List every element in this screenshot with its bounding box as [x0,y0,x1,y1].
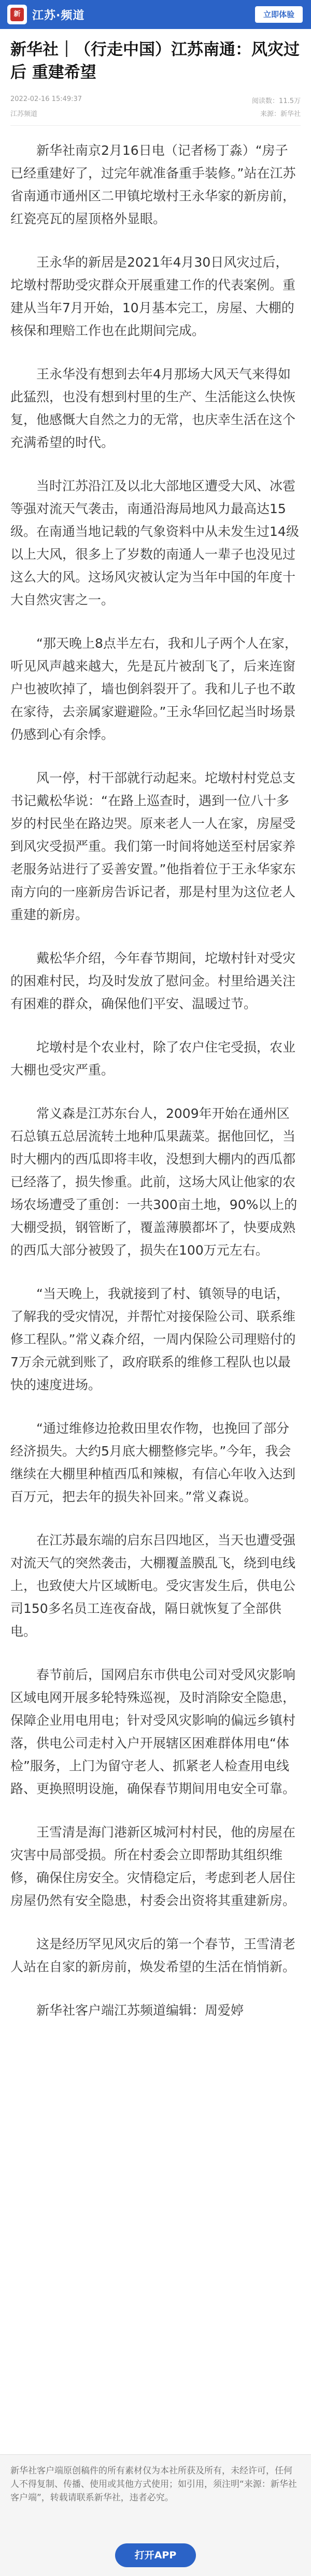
view-count: 阅读数：11.5万 [252,97,301,105]
article-paragraph: 常义森是江苏东台人，2009年开始在通州区石总镇五总居流转土地种瓜果蔬菜。据他回忆，当时大棚内的西瓜即将丰收，没想到大棚内的西瓜都已经落了，损失惨重。此前，这场大风让他家的农场农场遭受了重创：一共300亩土地，90%以上的大棚受损，钢管断了，覆盖薄膜都坏了，快要成熟的西瓜大部分被毁了，损失在100万元左右。 [10,1106,298,1258]
article-paragraph: 王永华没有想到去年4月那场大风天气来得如此猛烈，也没有想到村里的生产、生活能这么快恢复，他感慨大自然之力的无常，也庆幸生活在这个充满希望的时代。 [10,367,296,450]
footer [0,2454,311,2576]
article-paragraph: 新华社客户端江苏频道编辑：周爱婷 [36,2003,244,2018]
article-meta-row [10,95,301,105]
article-meta-row [10,108,301,118]
paragraph-list [10,139,301,2022]
article-paragraph: 新华社南京2月16日电（记者杨丁淼）“房子已经重建好了，过完年就准备重手装修。”站在江苏省南通市通州区二甲镇坨墩村王永华家的新房前，红瓷亮瓦的屋顶格外显眼。 [10,143,296,226]
xinhua-logo-icon: 新 [10,8,24,21]
article-paragraph: 坨墩村是个农业村，除了农户住宅受损，农业大棚也受灾严重。 [10,1040,296,1078]
channel-title: 江苏·频道 [32,9,85,22]
article-paragraph: “那天晚上8点半左右，我和儿子两个人在家，听见风声越来越大，先是瓦片被刮飞了，后来连窗户也被吹掉了，墙也倒斜裂开了。我和儿子也不敢在家待，去亲属家避避险。”王永华回忆起当时场景仍感到心有余悸。 [10,636,298,742]
try-now-button[interactable]: 立即体验 [255,6,303,23]
article-channel: 江苏频道 [10,110,38,118]
article-origin: 来源：新华社 [260,110,301,118]
divider [0,2454,311,2455]
article-paragraph: 风一停，村干部就行动起来。坨墩村村党总支书记戴松华说：“在路上巡查时，遇到一位八十多岁的村民坐在路边哭。原来老人一人在家，房屋受到风灾受损严重。我们第一时间将她送至村居家养老服务站进行了妥善安置。”他指着位于王永华家东南方向的一座新房告诉记者，那是村里为这位老人重建的新房。 [10,770,296,922]
publish-date: 2022-02-16 15:49:37 [10,95,82,103]
article-body [10,29,301,2022]
article-paragraph: 王永华的新居是2021年4月30日风灾过后，坨墩村帮助受灾群众开展重建工作的代表案例。重建从当年7月开始，10月基本完工，房屋、大棚的核保和理赔工作也在此期间完成。 [10,255,296,338]
article-paragraph: 这是经历罕见风灾后的第一个春节，王雪清老人站在自家的新房前，焕发希望的生活在悄悄新。 [10,1937,296,1974]
article-paragraph: “通过维修边抢救田里农作物，也挽回了部分经济损失。大约5月底大棚整修完毕。”今年，我会继续在大棚里种植西瓜和辣椒，有信心年收入达到百万元，把去年的损失补回来。”常义森说。 [10,1421,296,1504]
top-bar [0,0,311,29]
article-paragraph: “当天晚上，我就接到了村、镇领导的电话，了解我的受灾情况，并帮忙对接保险公司、联系维修工程队。”常义森介绍，一周内保险公司理赔付的7万余元就到账了，政府联系的维修工程队也以最快的速度进场。 [10,1286,296,1392]
article-title: 新华社｜（行走中国）江苏南通：风灾过后 重建希望 [10,40,300,82]
app-logo[interactable] [7,5,27,24]
copyright-disclaimer: 新华社客户端原创稿件的所有素材仅为本社所获及所有，未经许可，任何人不得复制、传播、使用或其他方式使用；如引用，须注明“来源：新华社客户端”，转载请联系新华社，违者必究。 [10,2466,297,2503]
article-paragraph: 戴松华介绍，今年春节期间，坨墩村针对受灾的困难村民，均及时发放了慰问金。村里给遇关注有困难的群众，确保他们平安、温暖过节。 [10,951,296,1011]
article-paragraph: 当时江苏沿江及以北大部地区遭受大风、冰雹等强对流天气袭击，南通沿海局地风力最高达15级。在南通当地记载的气象资料中从未发生过14级以上大风，很多上了岁数的南通人一辈子也没见过这么大的风。这场风灾被认定为当年中国的年度十大自然灾害之一。 [10,478,299,607]
article-paragraph: 王雪清是海门港新区城河村村民，他的房屋在灾害中局部受损。所在村委会立即帮助其组织维修，确保住房安全。灾情稳定后，考虑到老人居住房屋仍然有安全隐患，村委会出资将其重建新房。 [10,1825,296,1908]
article-paragraph: 春节前后，国网启东市供电公司对受风灾影响区域电网开展多轮特殊巡视，及时消除安全隐患，保障企业用电用电；针对受风灾影响的偏远乡镇村落，供电公司走村入户开展辖区困难群体用电“体检”服务，上门为留守老人、抓紧老人检查用电线路、更换照明设施，确保春节期间用电安全可靠。 [10,1667,296,1796]
open-app-button[interactable]: 打开APP [115,2543,196,2567]
article-paragraph: 在江苏最东端的启东吕四地区，当天也遭受强对流天气的突然袭击，大棚覆盖膜乱飞，绕到电线上，也致使大片区域断电。受灾害发生后，供电公司150多名员工连夜奋战，隔日就恢复了全部供电。 [10,1533,296,1639]
divider [10,125,301,126]
